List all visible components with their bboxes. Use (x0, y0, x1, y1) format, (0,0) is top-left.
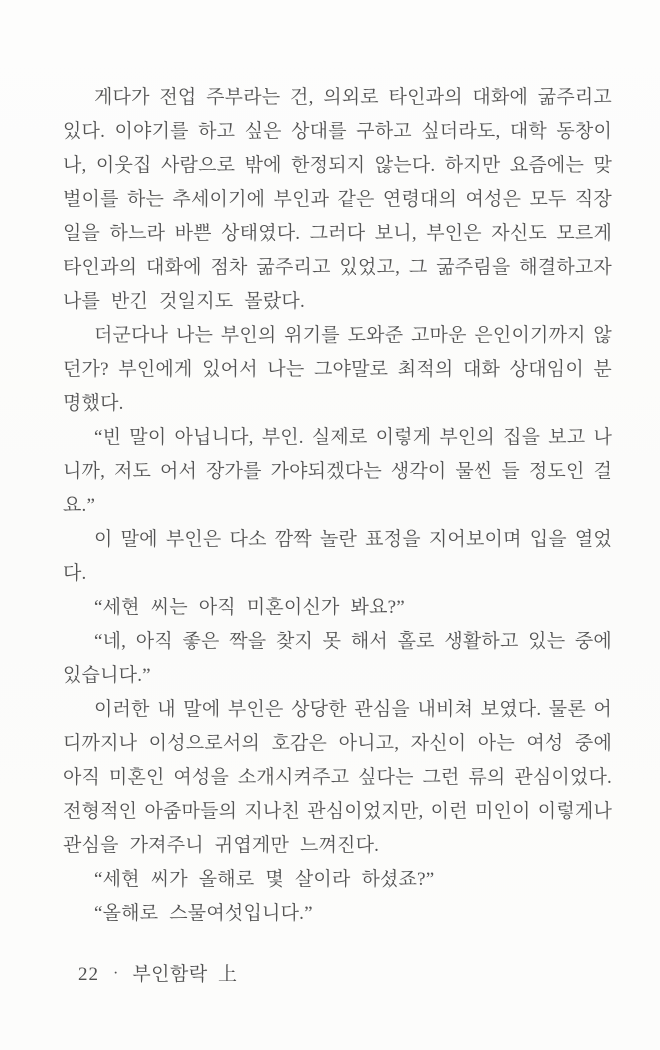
text-line: 나, 이웃집 사람으로 밖에 한정되지 않는다. 하지만 요즘에는 맞 (63, 155, 612, 176)
text-line: 벌이를 하는 추세이기에 부인과 같은 연령대의 여성은 모두 직장 (63, 189, 612, 210)
text-line: “세현 씨가 올해로 몇 살이라 하셨죠?” (94, 869, 435, 890)
text-line: 이러한 내 말에 부인은 상당한 관심을 내비쳐 보였다. 물론 어 (94, 699, 612, 720)
footer-bullet-separator: · (113, 965, 119, 982)
text-line: 타인과의 대화에 점차 굶주리고 있었고, 그 굶주림을 해결하고자 (63, 257, 612, 278)
text-line: 전형적인 아줌마들의 지나친 관심이었지만, 이런 미인이 이렇게나 (63, 801, 612, 822)
text-line: 더군다나 나는 부인의 위기를 도와준 고마운 은인이기까지 않 (94, 325, 612, 346)
text-line: 던가? 부인에게 있어서 나는 그야말로 최적의 대화 상대임이 분 (63, 359, 612, 380)
page-text-block (63, 81, 612, 931)
text-line: 있습니다.” (63, 665, 151, 686)
text-line: 니까, 저도 어서 장가를 가야되겠다는 생각이 물씬 들 정도인 걸 (63, 461, 612, 482)
text-line: “올해로 스물여섯입니다.” (94, 903, 313, 924)
text-line: 관심을 가져주니 귀엽게만 느껴진다. (63, 835, 380, 856)
text-line: 아직 미혼인 여성을 소개시켜주고 싶다는 그런 류의 관심이었다. (63, 767, 612, 788)
text-line: “빈 말이 아닙니다, 부인. 실제로 이렇게 부인의 집을 보고 나 (94, 427, 612, 448)
text-line: 다. (63, 563, 87, 584)
text-line: 나를 반긴 것일지도 몰랐다. (63, 291, 305, 312)
text-line: “세현 씨는 아직 미혼이신가 봐요?” (94, 597, 405, 618)
text-line: 이 말에 부인은 다소 깜짝 놀란 표정을 지어보이며 입을 열었 (94, 529, 612, 550)
book-title: 부인함락 上 (132, 964, 238, 985)
page-number: 22 (78, 964, 99, 985)
text-line: 명했다. (63, 393, 124, 414)
text-line: 있다. 이야기를 하고 싶은 상대를 구하고 싶더라도, 대학 동창이 (63, 121, 612, 142)
page-footer (78, 963, 238, 988)
text-line: 게다가 전업 주부라는 건, 의외로 타인과의 대화에 굶주리고 (94, 87, 612, 108)
text-line: “네, 아직 좋은 짝을 찾지 못 해서 홀로 생활하고 있는 중에 (94, 631, 612, 652)
text-line: 일을 하느라 바쁜 상태였다. 그러다 보니, 부인은 자신도 모르게 (63, 223, 612, 244)
text-line: 요.” (63, 495, 96, 516)
text-line: 디까지나 이성으로서의 호감은 아니고, 자신이 아는 여성 중에 (63, 733, 612, 754)
